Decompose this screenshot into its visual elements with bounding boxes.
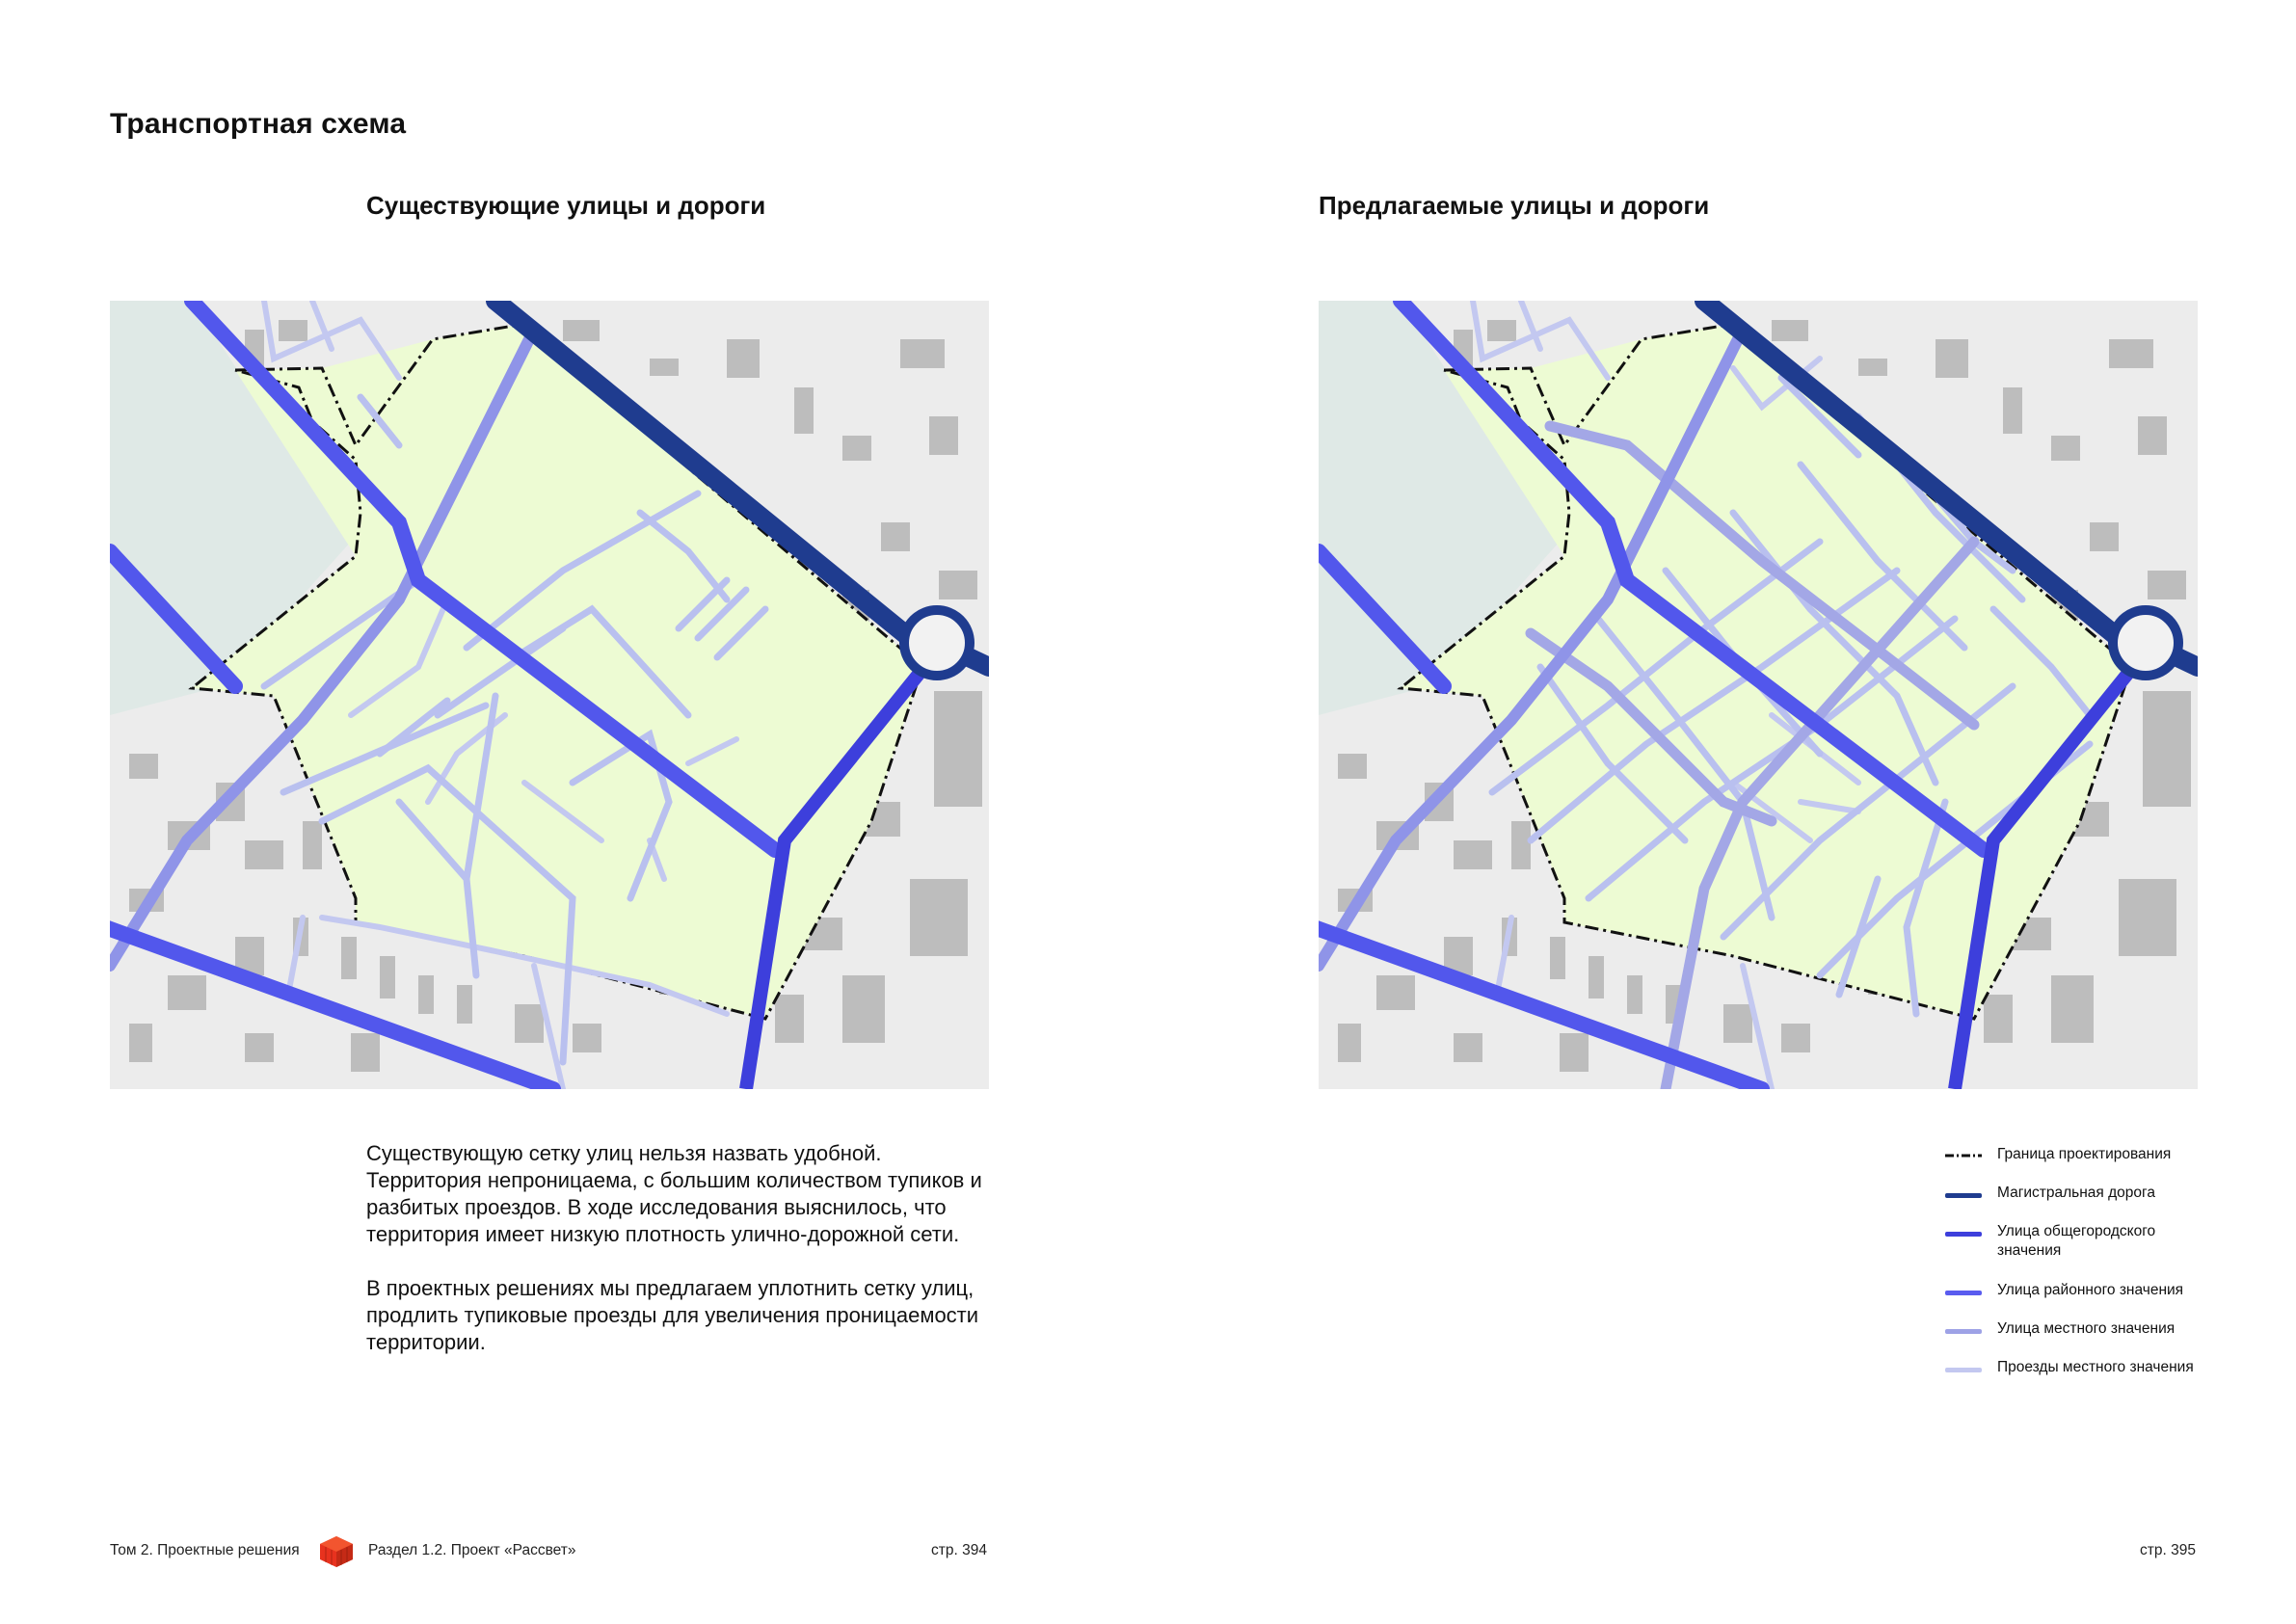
page-number-right: стр. 395 — [2140, 1542, 2196, 1558]
legend-label: Граница проектирования — [1997, 1146, 2172, 1162]
legend-line-icon — [1945, 1193, 1982, 1198]
existing-map-title: Существующие улицы и дороги — [366, 191, 766, 220]
proposed-map-title: Предлагаемые улицы и дороги — [1319, 191, 1710, 220]
legend-label: Улица общегородского значения — [1997, 1223, 2156, 1259]
legend-line-icon — [1945, 1291, 1982, 1295]
proposed-streets-map — [1319, 301, 2198, 1089]
description-paragraph-1: Существующую сетку улиц нельзя назвать удобной. Территория непроницаема, с большим количеством тупиков и разбитых проездов. В ходе исследования выяснилось, что территория имеет низкую плотность улично-дорожной сети. — [366, 1141, 982, 1246]
roundabout — [904, 610, 970, 676]
legend-label: Улица местного значения — [1997, 1320, 2176, 1337]
description-paragraph-2: В проектных решениях мы предлагаем уплотнить сетку улиц, продлить тупиковые проезды для увеличения проницаемости территории. — [366, 1276, 979, 1354]
dash-dot-line-icon — [1945, 1153, 1982, 1158]
page-title: Транспортная схема — [110, 108, 407, 140]
existing-streets-map-svg — [110, 301, 989, 1089]
page-number-left: стр. 394 — [931, 1542, 987, 1558]
proposed-streets-map-svg — [1319, 301, 2198, 1089]
legend-label: Проезды местного значения — [1997, 1359, 2194, 1375]
legend-line-icon — [1945, 1368, 1982, 1372]
legend-line-icon — [1945, 1232, 1982, 1237]
legend-label: Магистральная дорога — [1997, 1185, 2155, 1201]
footer-section: Раздел 1.2. Проект «Рассвет» — [368, 1542, 576, 1558]
description-text — [366, 1140, 1002, 1383]
legend-label: Улица районного значения — [1997, 1282, 2184, 1298]
footer-volume: Том 2. Проектные решения — [110, 1542, 300, 1558]
legend-line-icon — [1945, 1329, 1982, 1334]
project-logo-icon — [318, 1534, 355, 1569]
roundabout — [2113, 610, 2178, 676]
existing-streets-map — [110, 301, 989, 1089]
